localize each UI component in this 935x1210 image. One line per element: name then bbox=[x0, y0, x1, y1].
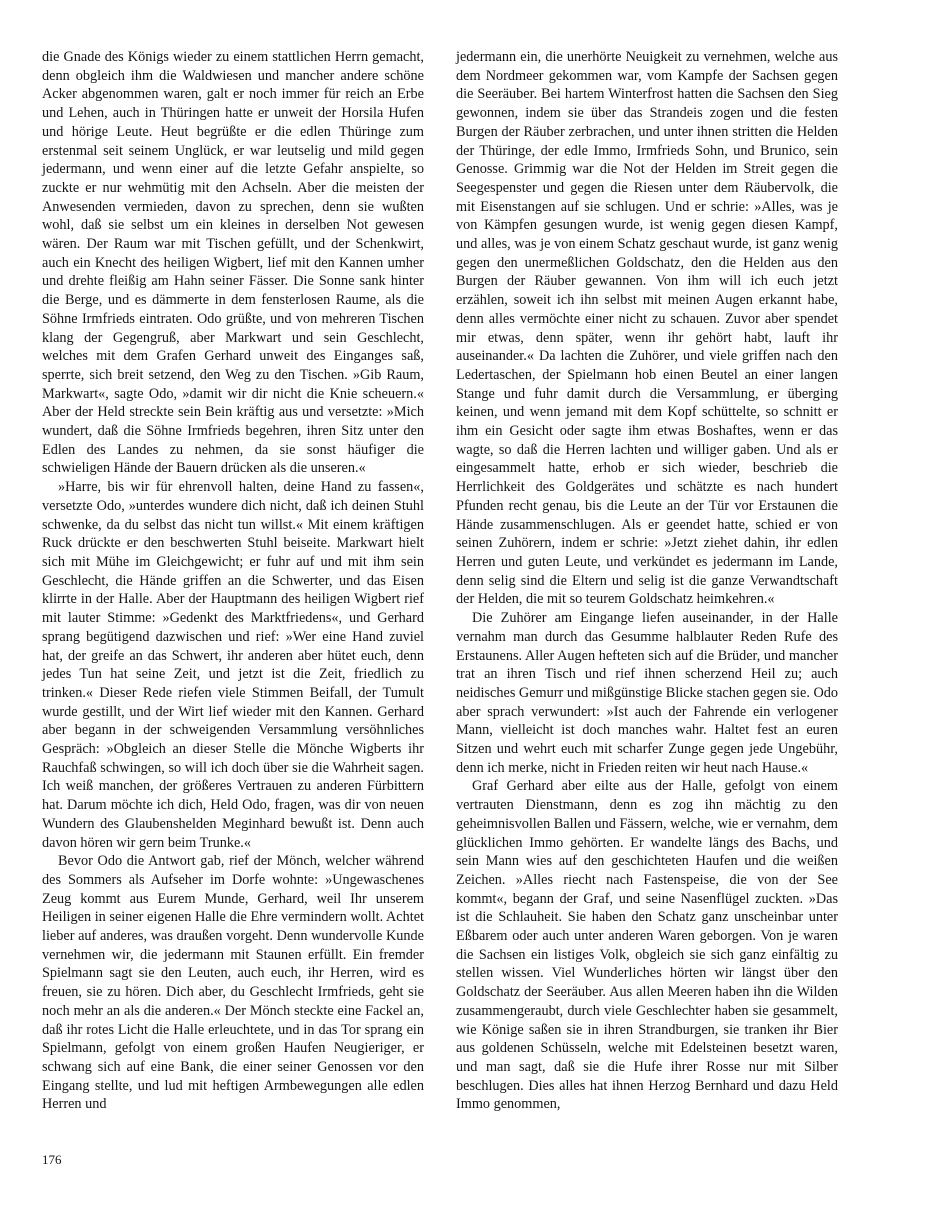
paragraph: jedermann ein, die unerhörte Neuigkeit zu vernehmen, welche aus dem Nordmeer gekommen war, vom Kampfe der Sachsen gegen die Seeräuber. Bei hartem Winterfrost hatten die Sachsen den Sieg gewonnen, indem sie über das Strandeis zogen und die festen Burgen der Räuber zerbrachen, und unter ihnen stritten die Helden der Thüringe, der edle Immo, Irmfrieds Sohn, und Brunico, sein Genosse. Grimmig war die Not der Helden im Streit gegen die Seegespenster und gegen die Riesen unter dem Räubervolk, die mit Eisenstangen auf sie schlugen. Und er schrie: »Alles, was je von Kämpfen gesungen wurde, ist wenig gegen diesen Kampf, und alles, was je von einem Schatz geschaut wurde, ist ganz wenig gegen den unermeßlichen Goldschatz, den die Helden aus den Burgen der Räuber gewannen. Von ihm will ich euch jetzt erzählen, soweit ich ihn selbst mit meinen Augen erkannt habe, denn alles vermöchte einer nicht zu schauen. Zuvor aber spendet mir etwas, denn später, wenn ihr gehört habt, lauft ihr auseinander.« Da lachten die Zuhörer, und viele griffen nach den Ledertaschen, der Spielmann hob einen Beutel an einer langen Stange und fuhr damit durch die Versammlung, er überging keinen, und wenn jemand mit dem Kopf schüttelte, so schnitt er ihm ein Gesicht oder sagte ihm etwas Boshaftes, wenn er das wagte, so daß die Herren lachten und williger gaben. Und als er eingesammelt hatte, erhob er sich wieder, beschrieb die Herrlichkeit des Goldgerätes und schätzte es nach hundert Pfunden recht genau, bis die Leute an der Tür vor Erstaunen die Hände zusammenschlugen. Als er geendet hatte, schied er von seinen Zuhörern, indem er schrie: »Jetzt ziehet dahin, ihr edlen Herren und guten Leute, und verkündet es jedermann im Lande, denn selig sind die Eltern und selig ist die ganze Verwandtschaft der Helden, die mit so teurem Goldschatz heimkehren.« bbox=[456, 49, 838, 608]
paragraph: die Gnade des Königs wieder zu einem stattlichen Herrn gemacht, denn obgleich ihm die Waldwiesen und mancher andere schöne Acker abgenommen waren, galt er noch immer für reich an Erbe und Lehen, auch in Thüringen hatte er unweit der Horsila Hufen und hörige Leute. Heut begrüßte er die edlen Thüringe zum erstenmal seit seinem Unglück, er war leutselig und mild gegen jedermann, und wenn einer auf die letzte Gefahr anspielte, so zuckte er nur wehmütig mit den Achseln. Aber die meisten der Anwesenden vermieden, davon zu sprechen, denn sie wußten wohl, daß sie selbst um ein kleines in derselben Not gewesen wären. Der Raum war mit Tischen gefüllt, und der Schenkwirt, auch ein Knecht des heiligen Wigbert, lief mit den Kannen umher und drehte fleißig am Hahn seiner Fässer. Die Sonne sank hinter die Berge, und es dämmerte in dem fensterlosen Raume, als die Söhne Irmfrieds eintraten. Odo grüßte, und von mehreren Tischen klang der Gegengruß, aber Markwart und sein Geschlecht, welches mit dem Grafen Gerhard unweit des Einganges saß, sperrte, sich breit setzend, den Weg zu den Tischen. »Gib Raum, Markwart«, sagte Odo, »damit wir dir nicht die Knie scheuern.« Aber der Held streckte sein Bein kräftig aus und versetzte: »Mich wundert, daß die Söhne Irmfrieds begehren, ihren Sitz unter den Edlen des Landes zu nehmen, da sie sonst häufiger die schwieligen Hände der Bauern drücken als die unseren.« bbox=[42, 49, 424, 477]
page-number: 176 bbox=[42, 1152, 62, 1167]
paragraph: Bevor Odo die Antwort gab, rief der Mönch, welcher während des Sommers als Aufseher im Dorfe wohnte: »Ungewaschenes Zeug kommt aus Eurem Munde, Gerhard, weil Ihr unserem Heiligen in seiner eigenen Halle die Ehre vermindern wollt. Achtet lieber auf anderes, was draußen vorgeht. Denn wundervolle Kunde vernehmen wir, die jedermann mit Staunen erfüllt. Ein fremder Spielmann sagt sie den Leuten, auch euch, ihr Herren, wird es freuen, sie zu hören. Dich aber, du Geschlecht Irmfrieds, geht sie noch mehr an als die anderen.« Der Mönch steckte eine Fackel an, daß ihr rotes Licht die Halle erleuchtete, und in das Tor sprang ein Spielmann, gefolgt von einem großen Haufen Neugieriger, er schwang sich auf eine Bank, die einer seiner Genossen vor den Eingang stellte, und lud mit heftigen Armbewegungen alle edlen Herren und bbox=[42, 853, 424, 1113]
paragraph: Die Zuhörer am Eingange liefen auseinander, in der Halle vernahm man durch das Gesumme halblauter Reden Rufe des Erstaunens. Aller Augen hefteten sich auf die Brüder, und mancher trat an ihren Tisch und rief ihnen scherzend Heil zu; auch neidisches Gemurr und mißgünstige Blicke stachen gegen sie. Odo aber sprach verwundert: »Ist auch der Fahrende ein verlogener Mann, vielleicht ist doch manches wahr. Haltet fest an euren Sitzen und wehrt euch mit scharfer Zunge gegen jede Ungebühr, denn ich merke, nicht in Frieden reiten wir heut nach Hause.« bbox=[456, 610, 838, 776]
left-column bbox=[42, 48, 424, 1114]
paragraph: Graf Gerhard aber eilte aus der Halle, gefolgt von einem vertrauten Dienstmann, denn es zog ihn mächtig zu den geheimnisvollen Ballen und Fässern, welche, wie er vernahm, dem glücklichen Immo gehörten. Er wandelte längs des Bachs, und sein Mann wies auf den geschichteten Haufen und die weißen Zeichen. »Alles riecht nach Fastenspeise, die von der See kommt«, begann der Graf, und seine Nasenflügel zuckten. »Das ist die Schlauheit. Sie haben den Schatz ganz unscheinbar unter Eßbarem oder auch unter anderen Waren geborgen. Von je waren die Sachsen ein listiges Volk, obgleich sie sich ganz einfältig zu stellen wissen. Viel Wunderliches hörten wir längst über den Goldschatz der Seeräuber. Aus allen Meeren haben ihn die Wilden zusammengeraubt, durch viele Geschlechter haben sie gesammelt, wie Könige saßen sie in ihren Strandburgen, sie tranken ihr Bier aus goldenen Schüsseln, welche mit Edelsteinen besetzt waren, und man sagt, daß sie die Hufe ihrer Rosse nur mit Silber beschlugen. Dies alles hat ihnen Herzog Bernhard und dazu Held Immo genommen, bbox=[456, 778, 838, 1113]
paragraph: »Harre, bis wir für ehrenvoll halten, deine Hand zu fassen«, versetzte Odo, »unterdes wundere dich nicht, daß ich deinen Stuhl schwenke, da du selbst das nicht tun willst.« Mit einem kräftigen Ruck drückte er den beschwerten Stuhl beiseite. Markwart hielt sich mit Mühe im Gleichgewicht; er fuhr auf und mit ihm sein Geschlecht, die Hände griffen an die Schwerter, und das Eisen klirrte in der Halle. Aber der Hauptmann des heiligen Wigbert rief mit lauter Stimme: »Gedenkt des Marktfriedens«, und Gerhard sprang begütigend dazwischen und rief: »Wer eine Hand zuviel hat, der greife an das Schwert, ihr anderen aber hütet euch, denn jedes Tun hat seine Zeit, und jetzt ist die Zeit, friedlich zu trinken.« Dieser Rede riefen viele Stimmen Beifall, der Tumult wurde gestillt, und der Wirt lief wieder mit den Kannen. Gerhard aber begann in der schweigenden Versammlung versöhnliches Gespräch: »Obgleich an dieser Stelle die Mönche Wigberts ihr Rauchfaß schwingen, so will ich doch über sie die Wahrheit sagen. Ich weiß manchen, der größeres Vertrauen zu anderen Fürbittern hat. Darum möchte ich dich, Held Odo, fragen, was dir von neuen Wundern des Glaubenshelden Meginhard bewußt ist. Denn auch davon hören wir gern beim Trunke.« bbox=[42, 479, 424, 851]
right-column bbox=[456, 48, 838, 1114]
